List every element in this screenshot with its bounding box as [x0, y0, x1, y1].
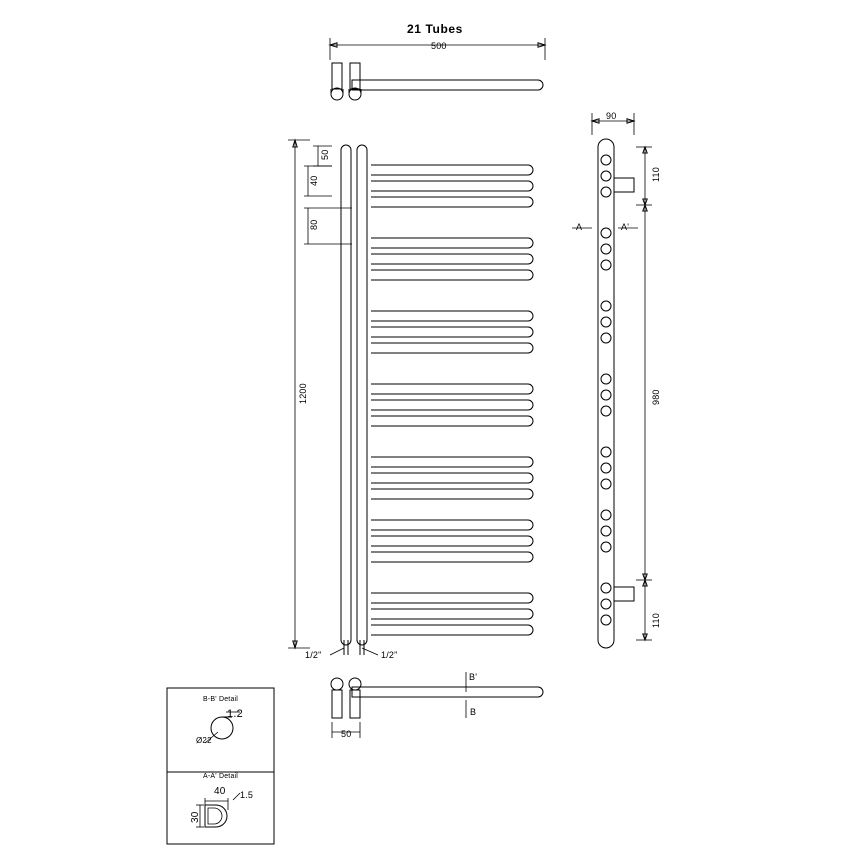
label-seg-80: 80 — [309, 219, 319, 230]
front-elevation — [288, 140, 533, 655]
label-bottom-50: 50 — [341, 729, 352, 739]
label-inlet-right: 1/2" — [381, 650, 398, 660]
side-tube-circles — [601, 155, 611, 625]
label-section-b-top: B' — [469, 672, 478, 682]
label-detail-aa-thick: 1.5 — [240, 790, 254, 800]
label-detail-aa-width: 40 — [214, 786, 226, 797]
label-inlet-left: 1/2" — [305, 650, 322, 660]
label-side-width: 90 — [606, 111, 617, 121]
tube-group — [371, 165, 533, 635]
label-right-980: 980 — [651, 389, 661, 405]
label-height-total: 1200 — [298, 383, 308, 404]
label-detail-bb-dim-2: Ø22 — [196, 736, 212, 745]
label-seg-40: 40 — [309, 175, 319, 186]
label-right-110-top: 110 — [651, 167, 661, 182]
label-section-a-right: A' — [621, 222, 630, 232]
label-detail-bb-dim-1: 1.2 — [227, 708, 243, 720]
label-section-b-bottom: B — [470, 707, 477, 717]
side-elevation — [572, 113, 652, 648]
label-detail-aa-title: A-A' Detail — [203, 773, 239, 780]
drawing-title: 21 Tubes — [407, 22, 463, 36]
top-view-plan — [330, 38, 545, 100]
label-top-width: 500 — [431, 41, 447, 51]
label-detail-bb-title: B-B' Detail — [203, 696, 239, 703]
label-detail-aa-height: 30 — [190, 811, 201, 823]
label-section-a-left: A — [576, 222, 583, 232]
label-seg-50: 50 — [320, 149, 330, 160]
label-right-110-bottom: 110 — [651, 613, 661, 628]
bottom-plan-view — [331, 672, 543, 738]
detail-boxes — [167, 688, 274, 844]
